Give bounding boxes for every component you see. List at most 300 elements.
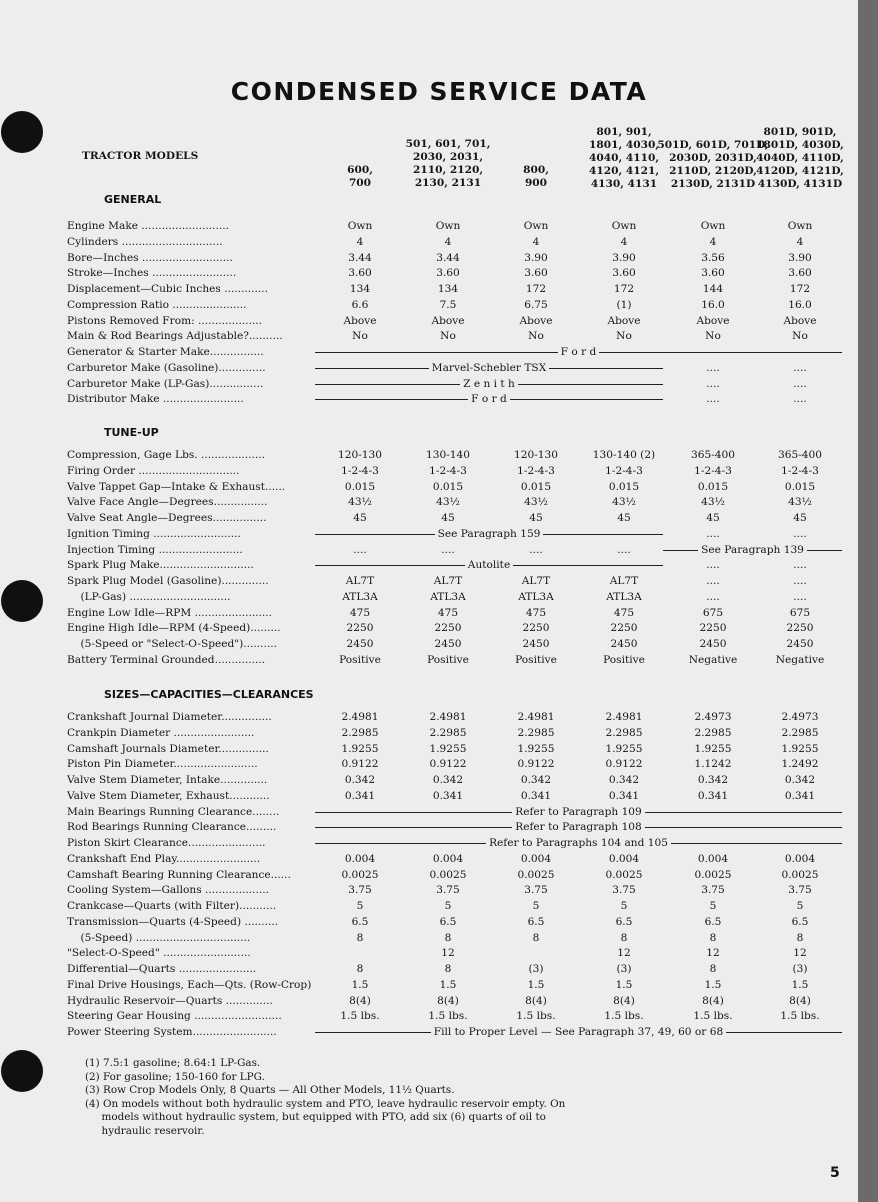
row-label: Stroke—Inches ......................... (67, 267, 237, 279)
data-cell: 2.2985 (429, 727, 467, 739)
data-cell: 1.5 lbs. (516, 1010, 556, 1022)
row-label: Valve Stem Diameter, Intake.............. (67, 774, 268, 786)
row-label: Bore—Inches ........................... (67, 252, 233, 264)
data-cell: Positive (427, 654, 469, 666)
rule-line (518, 384, 663, 385)
data-cell: 6.5 (791, 916, 809, 928)
data-cell: 8 (796, 932, 804, 944)
data-cell: 2.2985 (517, 727, 555, 739)
data-cell: 1-2-4-3 (517, 465, 555, 477)
data-cell: No (705, 330, 721, 342)
data-cell: Own (347, 220, 373, 232)
data-cell: 43½ (701, 496, 725, 508)
data-cell: ATL3A (342, 591, 378, 603)
data-cell: .... (793, 575, 807, 587)
data-cell: 0.341 (784, 790, 816, 802)
data-cell: 0.342 (520, 774, 552, 786)
rule-line (549, 368, 663, 369)
data-cell: 675 (789, 607, 811, 619)
data-cell: 1.5 (704, 979, 722, 991)
data-cell: 2250 (346, 622, 374, 634)
data-cell: 0.341 (432, 790, 464, 802)
data-cell: 1-2-4-3 (694, 465, 732, 477)
data-cell: 4 (444, 236, 452, 248)
data-cell: 2250 (610, 622, 638, 634)
model-header-line: 4130, 4131 (590, 178, 658, 190)
data-cell: 0.004 (697, 853, 729, 865)
row-label: Generator & Starter Make................ (67, 346, 264, 358)
data-cell: 3.75 (524, 884, 548, 896)
data-cell: 0.9122 (605, 758, 643, 770)
data-cell: 3.90 (788, 252, 812, 264)
model-header-line: 501D, 601D, 701D, (657, 139, 769, 151)
data-cell: 43½ (788, 496, 812, 508)
data-cell: 8 (356, 932, 364, 944)
row-label: Crankcase—Quarts (with Filter)........... (67, 900, 277, 912)
row-label: Carburetor Make (Gasoline).............. (67, 362, 266, 374)
data-cell: 2.2985 (605, 727, 643, 739)
rule-line (315, 1032, 431, 1033)
span-text: Autolite (467, 559, 511, 571)
binder-hole (1, 580, 43, 622)
data-cell: 172 (613, 283, 635, 295)
data-cell: 1-2-4-3 (429, 465, 467, 477)
data-cell: 1.5 (615, 979, 633, 991)
row-label: Hydraulic Reservoir—Quarts .............. (67, 995, 273, 1007)
data-cell: 0.342 (608, 774, 640, 786)
row-label: Compression, Gage Lbs. ................... (67, 449, 266, 461)
data-cell: 1.9255 (694, 743, 732, 755)
data-cell: .... (793, 528, 807, 540)
row-label: Transmission—Quarts (4-Speed) .......... (67, 916, 279, 928)
data-cell: 2450 (434, 638, 462, 650)
data-cell: 0.341 (697, 790, 729, 802)
model-header-line: 4120D, 4121D, (756, 165, 844, 177)
data-cell: 1.9255 (605, 743, 643, 755)
data-cell: 2250 (434, 622, 462, 634)
data-cell: 8(4) (349, 995, 371, 1007)
data-cell: 130-140 (2) (592, 449, 656, 461)
data-cell: 6.75 (524, 299, 548, 311)
tractor-models-header: TRACTOR MODELS (82, 150, 199, 162)
data-cell: 8 (444, 932, 452, 944)
row-label: "Select-O-Speed" .......................... (67, 947, 251, 959)
row-label: Valve Stem Diameter, Exhaust............ (67, 790, 270, 802)
row-label: Steering Gear Housing .......................... (67, 1010, 282, 1022)
data-cell: 1-2-4-3 (341, 465, 379, 477)
span-text: F o r d (560, 346, 597, 358)
spanning-value (315, 821, 842, 834)
data-cell: 3.60 (524, 267, 548, 279)
row-label: Crankshaft Journal Diameter............... (67, 711, 272, 723)
data-cell: 0.015 (432, 481, 464, 493)
data-cell: 2250 (522, 622, 550, 634)
data-cell: ATL3A (518, 591, 554, 603)
data-cell: Above (696, 315, 730, 327)
data-cell: 1.5 lbs. (693, 1010, 733, 1022)
data-cell: (3) (792, 963, 808, 975)
data-cell: 2.4973 (694, 711, 732, 723)
data-cell: 0.0025 (605, 869, 643, 881)
spanning-value (315, 837, 842, 850)
data-cell: 12 (706, 947, 720, 959)
span-text: See Paragraph 159 (437, 528, 541, 540)
data-cell: 1.5 lbs. (780, 1010, 820, 1022)
data-cell: 5 (356, 900, 364, 912)
data-cell: 0.342 (697, 774, 729, 786)
footnote: (1) 7.5:1 gasoline; 8.64:1 LP-Gas. (85, 1057, 261, 1069)
data-cell: 0.0025 (429, 869, 467, 881)
rule-line (671, 843, 842, 844)
data-cell: .... (706, 591, 720, 603)
data-cell: 0.004 (608, 853, 640, 865)
row-label: Cylinders .............................. (67, 236, 223, 248)
data-cell: (3) (528, 963, 544, 975)
data-cell: 3.60 (436, 267, 460, 279)
data-cell: Own (787, 220, 813, 232)
row-label: Ignition Timing .......................... (67, 528, 241, 540)
data-cell: 6.5 (704, 916, 722, 928)
model-header-line: 2110, 2120, (412, 164, 484, 176)
data-cell: 0.004 (344, 853, 376, 865)
data-cell: 134 (349, 283, 371, 295)
data-cell: 0.015 (344, 481, 376, 493)
data-cell: Negative (775, 654, 825, 666)
data-cell: 8 (444, 963, 452, 975)
data-cell: Positive (515, 654, 557, 666)
data-cell: 3.75 (701, 884, 725, 896)
data-cell: (3) (616, 963, 632, 975)
data-cell: Own (435, 220, 461, 232)
row-label: Piston Skirt Clearance....................... (67, 837, 266, 849)
row-label: Valve Tappet Gap—Intake & Exhaust...... (67, 481, 286, 493)
rule-line (315, 352, 558, 353)
data-cell: 2.2985 (694, 727, 732, 739)
rule-line (315, 384, 460, 385)
page-title: CONDENSED SERVICE DATA (230, 77, 648, 106)
model-header-line: 2130, 2131 (414, 177, 482, 189)
data-cell: 365-400 (690, 449, 736, 461)
data-cell: 2250 (786, 622, 814, 634)
row-label: Displacement—Cubic Inches ............. (67, 283, 269, 295)
data-cell: 0.0025 (517, 869, 555, 881)
data-cell: Above (431, 315, 465, 327)
model-header-line: 900 (524, 177, 548, 189)
model-header-line: 4120, 4121, (588, 165, 660, 177)
rule-line (599, 352, 842, 353)
data-cell: 3.60 (701, 267, 725, 279)
data-cell: 12 (441, 947, 455, 959)
data-cell: 4 (532, 236, 540, 248)
data-cell: .... (793, 378, 807, 390)
data-cell: 8(4) (789, 995, 811, 1007)
data-cell: 475 (613, 607, 635, 619)
row-label: Valve Seat Angle—Degrees................ (67, 512, 267, 524)
model-header-line: 2030, 2031, (412, 151, 484, 163)
row-label: Crankpin Diameter ........................ (67, 727, 255, 739)
row-label: Power Steering System......................... (67, 1026, 277, 1038)
data-cell: 0.015 (520, 481, 552, 493)
data-cell: 43½ (436, 496, 460, 508)
rule-line (807, 550, 842, 551)
rule-line (315, 368, 429, 369)
data-cell: .... (706, 378, 720, 390)
data-cell: 4 (709, 236, 717, 248)
row-label: Engine Low Idle—RPM ....................... (67, 607, 273, 619)
data-cell: Positive (339, 654, 381, 666)
rule-line (510, 399, 663, 400)
data-cell: 6.6 (351, 299, 369, 311)
row-label: (LP-Gas) .............................. (67, 591, 231, 603)
data-cell: 2450 (522, 638, 550, 650)
data-cell: 16.0 (788, 299, 812, 311)
data-cell: AL7T (521, 575, 551, 587)
data-cell: 2450 (699, 638, 727, 650)
page-number: 5 (830, 1165, 840, 1181)
row-label: Engine Make .......................... (67, 220, 229, 232)
data-cell: 4 (796, 236, 804, 248)
data-cell: 43½ (612, 496, 636, 508)
data-cell: 134 (437, 283, 459, 295)
data-cell: 0.341 (344, 790, 376, 802)
footnote: (3) Row Crop Models Only, 8 Quarts — All Other Models, 11½ Quarts. (85, 1084, 455, 1096)
model-header-line: 600, (347, 164, 373, 176)
span-text: F o r d (471, 393, 507, 405)
section-heading: SIZES—CAPACITIES—CLEARANCES (104, 688, 314, 701)
data-cell: 0.9122 (429, 758, 467, 770)
data-cell: ATL3A (430, 591, 466, 603)
data-cell: 1.5 (439, 979, 457, 991)
data-cell: 6.5 (527, 916, 545, 928)
data-cell: 1.5 lbs. (604, 1010, 644, 1022)
data-cell: 3.90 (524, 252, 548, 264)
data-cell: 1-2-4-3 (781, 465, 819, 477)
data-cell: AL7T (609, 575, 639, 587)
binder-hole (1, 111, 43, 153)
data-cell: 2450 (786, 638, 814, 650)
data-cell: 3.56 (701, 252, 725, 264)
span-text: See Paragraph 139 (701, 544, 804, 556)
data-cell: 172 (525, 283, 547, 295)
data-cell: Own (700, 220, 726, 232)
data-cell: 0.342 (432, 774, 464, 786)
row-label: Piston Pin Diameter......................... (67, 758, 258, 770)
footnote: hydraulic reservoir. (85, 1124, 205, 1137)
data-cell: 0.341 (608, 790, 640, 802)
spanning-value (663, 544, 842, 557)
model-header-line: 501, 601, 701, (405, 138, 491, 150)
data-cell: 3.75 (612, 884, 636, 896)
span-text: Refer to Paragraph 108 (515, 821, 642, 833)
row-label: Main Bearings Running Clearance........ (67, 806, 280, 818)
data-cell: .... (706, 575, 720, 587)
data-cell: 0.342 (784, 774, 816, 786)
row-label: Cooling System—Gallons ................... (67, 884, 269, 896)
data-cell: .... (793, 559, 807, 571)
data-cell: .... (353, 544, 367, 556)
row-label: Injection Timing ......................... (67, 544, 243, 556)
rule-line (645, 827, 842, 828)
data-cell: 475 (525, 607, 547, 619)
data-cell: 8(4) (437, 995, 459, 1007)
rule-line (513, 565, 663, 566)
data-cell: .... (793, 393, 807, 405)
data-cell: .... (706, 362, 720, 374)
data-cell: 0.004 (784, 853, 816, 865)
data-cell: 6.5 (351, 916, 369, 928)
data-cell: 144 (702, 283, 724, 295)
data-cell: 6.5 (615, 916, 633, 928)
spanning-value (315, 393, 663, 406)
row-label: Valve Face Angle—Degrees................ (67, 496, 268, 508)
rule-line (645, 812, 842, 813)
data-cell: 2.4973 (781, 711, 819, 723)
data-cell: 2.4981 (517, 711, 555, 723)
row-label: Battery Terminal Grounded............... (67, 654, 266, 666)
data-cell: 45 (529, 512, 543, 524)
model-header-line: 1801, 4030, (588, 139, 660, 151)
model-header-line: 2030D, 2031D, (669, 152, 757, 164)
data-cell: 3.44 (348, 252, 372, 264)
data-cell: No (792, 330, 808, 342)
data-cell: 1.9255 (341, 743, 379, 755)
data-cell: 7.5 (439, 299, 457, 311)
data-cell: 3.60 (788, 267, 812, 279)
data-cell: 8 (532, 932, 540, 944)
data-cell: No (440, 330, 456, 342)
data-cell: Own (611, 220, 637, 232)
data-cell: 1.9255 (781, 743, 819, 755)
data-cell: 2.2985 (341, 727, 379, 739)
model-header-line: 4130D, 4131D (757, 178, 843, 190)
data-cell: 0.341 (520, 790, 552, 802)
data-cell: 5 (620, 900, 628, 912)
data-cell: 45 (793, 512, 807, 524)
data-cell: 45 (617, 512, 631, 524)
data-cell: 120-130 (513, 449, 559, 461)
data-cell: .... (441, 544, 455, 556)
spanning-value (315, 528, 663, 541)
data-cell: 43½ (348, 496, 372, 508)
data-cell: 5 (709, 900, 717, 912)
data-cell: 12 (617, 947, 631, 959)
data-cell: 3.60 (348, 267, 372, 279)
spanning-value (315, 806, 842, 819)
row-label: Spark Plug Model (Gasoline).............. (67, 575, 269, 587)
data-cell: AL7T (433, 575, 463, 587)
row-label: Carburetor Make (LP-Gas)................ (67, 378, 264, 390)
data-cell: 120-130 (337, 449, 383, 461)
data-cell: .... (793, 591, 807, 603)
section-heading: GENERAL (104, 193, 162, 206)
span-text: Refer to Paragraph 109 (515, 806, 642, 818)
data-cell: 43½ (524, 496, 548, 508)
data-cell: 2.4981 (341, 711, 379, 723)
footnote: models without hydraulic system, but equipped with PTO, add six (6) quarts of oil to (85, 1111, 546, 1123)
section-heading: TUNE-UP (104, 426, 159, 439)
data-cell: 0.004 (520, 853, 552, 865)
data-cell: 2450 (610, 638, 638, 650)
data-cell: 0.9122 (341, 758, 379, 770)
data-cell: 1.1242 (694, 758, 732, 770)
row-label: (5-Speed or "Select-O-Speed").......... (67, 638, 277, 650)
data-cell: 172 (789, 283, 811, 295)
data-cell: 1.5 (791, 979, 809, 991)
rule-line (315, 565, 465, 566)
span-text: Marvel-Schebler TSX (431, 362, 547, 374)
row-label: Camshaft Journals Diameter............... (67, 743, 269, 755)
span-text: Z e n i t h (463, 378, 515, 390)
data-cell: 8(4) (702, 995, 724, 1007)
spanning-value (315, 346, 842, 359)
data-cell: 1.5 lbs. (340, 1010, 380, 1022)
model-header-line: 2110D, 2120D, (669, 165, 757, 177)
data-cell: .... (529, 544, 543, 556)
rule-line (315, 399, 468, 400)
model-header-line: 4040D, 4110D, (756, 152, 844, 164)
data-cell: 2.4981 (605, 711, 643, 723)
data-cell: .... (706, 528, 720, 540)
data-cell: Above (519, 315, 553, 327)
model-header-line: 1801D, 4030D, (756, 139, 844, 151)
row-label: Rod Bearings Running Clearance......... (67, 821, 277, 833)
data-cell: 475 (437, 607, 459, 619)
data-cell: 1.5 (527, 979, 545, 991)
data-cell: 16.0 (701, 299, 725, 311)
data-cell: Above (607, 315, 641, 327)
data-cell: 3.75 (436, 884, 460, 896)
model-header-line: 801D, 901D, (763, 126, 837, 138)
data-cell: 45 (441, 512, 455, 524)
data-cell: (1) (616, 299, 632, 311)
data-cell: 3.75 (348, 884, 372, 896)
data-cell: 2.4981 (429, 711, 467, 723)
model-header-line: 2130D, 2131D (670, 178, 756, 190)
data-cell: ATL3A (606, 591, 642, 603)
span-text: Refer to Paragraphs 104 and 105 (489, 837, 668, 849)
data-cell: 130-140 (425, 449, 471, 461)
data-cell: 0.015 (608, 481, 640, 493)
data-cell: 1.5 lbs. (428, 1010, 468, 1022)
data-cell: 1.2492 (781, 758, 819, 770)
data-cell: 2250 (699, 622, 727, 634)
data-cell: 3.90 (612, 252, 636, 264)
model-header-line: 800, (523, 164, 549, 176)
row-label: Distributor Make ........................ (67, 393, 244, 405)
model-header-line: 4040, 4110, (588, 152, 660, 164)
data-cell: .... (793, 362, 807, 374)
rule-line (315, 843, 486, 844)
row-label: Firing Order .............................. (67, 465, 240, 477)
data-cell: 8(4) (525, 995, 547, 1007)
data-cell: No (352, 330, 368, 342)
row-label: Main & Rod Bearings Adjustable?.......... (67, 330, 283, 342)
row-label: Compression Ratio ...................... (67, 299, 247, 311)
data-cell: 1.9255 (517, 743, 555, 755)
row-label: (5-Speed) .................................. (67, 932, 251, 944)
data-cell: 5 (532, 900, 540, 912)
data-cell: .... (706, 559, 720, 571)
data-cell: 675 (702, 607, 724, 619)
data-cell: 475 (349, 607, 371, 619)
data-cell: 8 (620, 932, 628, 944)
rule-line (315, 812, 512, 813)
row-label: Spark Plug Make............................ (67, 559, 254, 571)
model-header-line: 700 (348, 177, 372, 189)
binder-hole (1, 1050, 43, 1092)
data-cell: 3.60 (612, 267, 636, 279)
row-label: Pistons Removed From: ................... (67, 315, 263, 327)
